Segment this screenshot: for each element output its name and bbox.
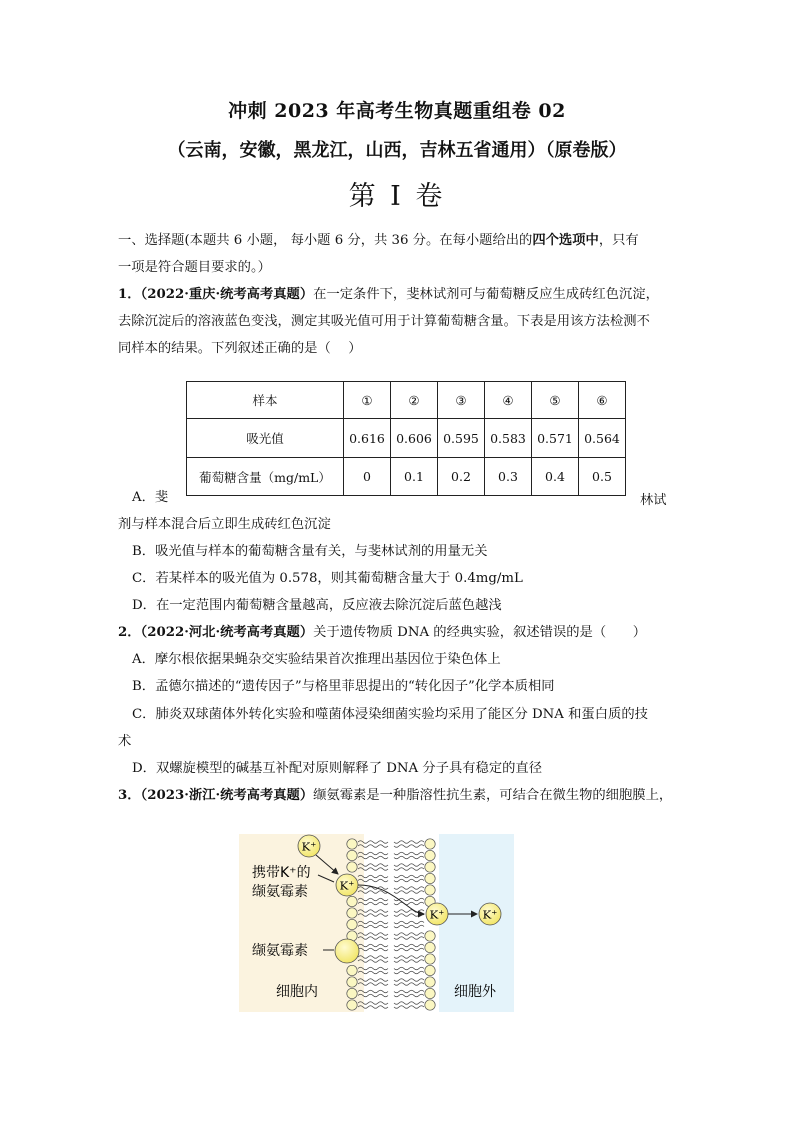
lipid-tail-icon: [394, 845, 424, 848]
label-cell-exterior: 细胞外: [454, 984, 496, 1000]
lipid-tail-icon: [394, 925, 424, 928]
lipid-tail-icon: [394, 933, 424, 936]
table-cell: 0.2: [438, 458, 485, 496]
question-1-option-b: B．吸光值与样本的葡萄糖含量有关，与斐林试剂的用量无关: [132, 544, 488, 559]
question-1-line-3: 同样本的结果。下列叙述正确的是（ ）: [118, 341, 362, 356]
lipid-head-icon: [347, 862, 357, 872]
question-1-option-a: A．斐: [132, 490, 169, 505]
table-header-cell: ⑥: [579, 382, 626, 419]
table-cell: 0.5: [579, 458, 626, 496]
lipid-tail-icon: [394, 937, 424, 940]
valinomycin-k-complex-outer-icon: [426, 903, 448, 925]
table-cell: 0.616: [344, 419, 391, 458]
lipid-head-icon: [425, 954, 435, 964]
table-header-cell: ①: [344, 382, 391, 419]
lipid-tail-icon: [394, 852, 424, 855]
lipid-tail-icon: [394, 902, 424, 905]
lipid-tail-icon: [394, 879, 424, 882]
membrane-diagram: [234, 830, 519, 1015]
question-1-line-2: 去除沉淀后的溶液蓝色变浅，测定其吸光值可用于计算葡萄糖含量。下表是用该方法检测不: [118, 314, 650, 329]
lipid-head-icon: [347, 977, 357, 987]
valinomycin-k-complex-icon: [336, 874, 358, 896]
lipid-head-icon: [425, 988, 435, 998]
section-title: 第 I 卷: [348, 181, 446, 212]
table-cell: 0.606: [391, 419, 438, 458]
question-2-option-a: A．摩尔根依据果蝇杂交实验结果首次推理出基因位于染色体上: [132, 652, 501, 667]
question-2-stem: 2．（2022·河北·统考高考真题）关于遗传物质 DNA 的经典实验，叙述错误的是（ ）: [118, 625, 647, 640]
lipid-tail-icon: [394, 1006, 424, 1009]
instructions-line-2: 一项是符合题目要求的。）: [118, 260, 271, 275]
table-cell: 0.3: [485, 458, 532, 496]
potassium-ion-icon: [298, 835, 320, 857]
exam-title: 冲刺 2023 年高考生物真题重组卷 02: [228, 100, 566, 122]
valinomycin-icon: [335, 939, 359, 963]
lipid-tail-icon: [394, 891, 424, 894]
lipid-head-icon: [347, 919, 357, 929]
label-valinomycin: 缬氨霉素: [252, 943, 308, 959]
lipid-tail-icon: [394, 910, 424, 913]
table-header-cell: ⑤: [532, 382, 579, 419]
table-row: [187, 419, 626, 458]
table-header-cell: 样本: [187, 382, 344, 419]
lipid-head-icon: [425, 873, 435, 883]
lipid-head-icon: [425, 931, 435, 941]
table-row: [187, 382, 626, 419]
lipid-head-icon: [425, 942, 435, 952]
lipid-head-icon: [425, 839, 435, 849]
table-cell: 葡萄糖含量（mg/mL）: [187, 458, 344, 496]
lipid-head-icon: [425, 1000, 435, 1010]
question-1-line-1: 1．（2022·重庆·统考高考真题）在一定条件下，斐林试剂可与葡萄糖反应生成砖红色沉淀，: [118, 287, 659, 302]
question-2-option-d: D．双螺旋模型的碱基互补配对原则解释了 DNA 分子具有稳定的直径: [132, 761, 543, 776]
lipid-head-icon: [347, 988, 357, 998]
label-carrying-k: 携带K⁺的: [252, 865, 311, 881]
instructions-line-1: 一、选择题(本题共 6 小题， 每小题 6 分，共 36 分。在每小题给出的四个选项中，只有: [118, 233, 639, 248]
svg-text:K⁺: K⁺: [482, 907, 498, 922]
svg-text:K⁺: K⁺: [339, 878, 355, 893]
lipid-head-icon: [425, 965, 435, 975]
question-2-option-c: C．肺炎双球菌体外转化实验和噬菌体浸染细菌实验均采用了能区分 DNA 和蛋白质的技: [132, 707, 648, 722]
question-2-option-c-wrap: 术: [118, 734, 132, 749]
exam-subtitle: （云南，安徽，黑龙江，山西，吉林五省通用）（原卷版）: [167, 140, 627, 161]
lipid-head-icon: [425, 977, 435, 987]
question-1-option-a-continued: 林试: [640, 493, 667, 508]
lipid-head-icon: [425, 850, 435, 860]
label-cell-interior: 细胞内: [276, 984, 318, 1000]
table-cell: 0.583: [485, 419, 532, 458]
lipid-tail-icon: [394, 864, 424, 867]
lipid-tail-icon: [394, 983, 424, 986]
data-table: [186, 381, 626, 496]
lipid-head-icon: [425, 862, 435, 872]
lipid-head-icon: [347, 908, 357, 918]
table-header-cell: ②: [391, 382, 438, 419]
released-potassium-ion-icon: [479, 903, 501, 925]
table-header-cell: ④: [485, 382, 532, 419]
question-1-option-d: D．在一定范围内葡萄糖含量越高，反应液去除沉淀后蓝色越浅: [132, 598, 502, 613]
table-cell: 0.571: [532, 419, 579, 458]
lipid-tail-icon: [394, 967, 424, 970]
table-cell: 0: [344, 458, 391, 496]
lipid-tail-icon: [394, 914, 424, 917]
lipid-tail-icon: [394, 887, 424, 890]
lipid-tail-icon: [394, 994, 424, 997]
lipid-head-icon: [347, 965, 357, 975]
label-valinomycin-complex: 缬氨霉素: [252, 884, 308, 900]
table-cell: 0.564: [579, 419, 626, 458]
question-1-option-a-wrap: 剂与样本混合后立即生成砖红色沉淀: [118, 517, 331, 532]
question-3-stem: 3．（2023·浙江·统考高考真题）缬氨霉素是一种脂溶性抗生素，可结合在微生物的细胞膜上，: [118, 788, 673, 803]
lipid-tail-icon: [394, 979, 424, 982]
lipid-head-icon: [347, 1000, 357, 1010]
table-cell: 吸光值: [187, 419, 344, 458]
lipid-head-icon: [347, 896, 357, 906]
lipid-tail-icon: [394, 971, 424, 974]
question-1-option-c: C．若某样本的吸光值为 0.578，则其葡萄糖含量大于 0.4mg/mL: [132, 571, 523, 586]
lipid-tail-icon: [394, 868, 424, 871]
question-2-option-b: B．孟德尔描述的“遗传因子”与格里菲思提出的“转化因子”化学本质相同: [132, 679, 555, 694]
lipid-tail-icon: [394, 841, 424, 844]
table-cell: 0.595: [438, 419, 485, 458]
lipid-tail-icon: [394, 921, 424, 924]
svg-text:K⁺: K⁺: [429, 907, 445, 922]
table-header-cell: ③: [438, 382, 485, 419]
lipid-tail-icon: [394, 944, 424, 947]
lipid-head-icon: [347, 850, 357, 860]
lipid-tail-icon: [394, 948, 424, 951]
lipid-head-icon: [425, 885, 435, 895]
table-cell: 0.1: [391, 458, 438, 496]
table-cell: 0.4: [532, 458, 579, 496]
lipid-tail-icon: [394, 856, 424, 859]
lipid-tail-icon: [394, 956, 424, 959]
lipid-tail-icon: [394, 1002, 424, 1005]
svg-text:K⁺: K⁺: [301, 839, 317, 854]
lipid-tail-icon: [394, 960, 424, 963]
lipid-head-icon: [347, 839, 357, 849]
lipid-tail-icon: [394, 990, 424, 993]
lipid-tail-icon: [394, 875, 424, 878]
